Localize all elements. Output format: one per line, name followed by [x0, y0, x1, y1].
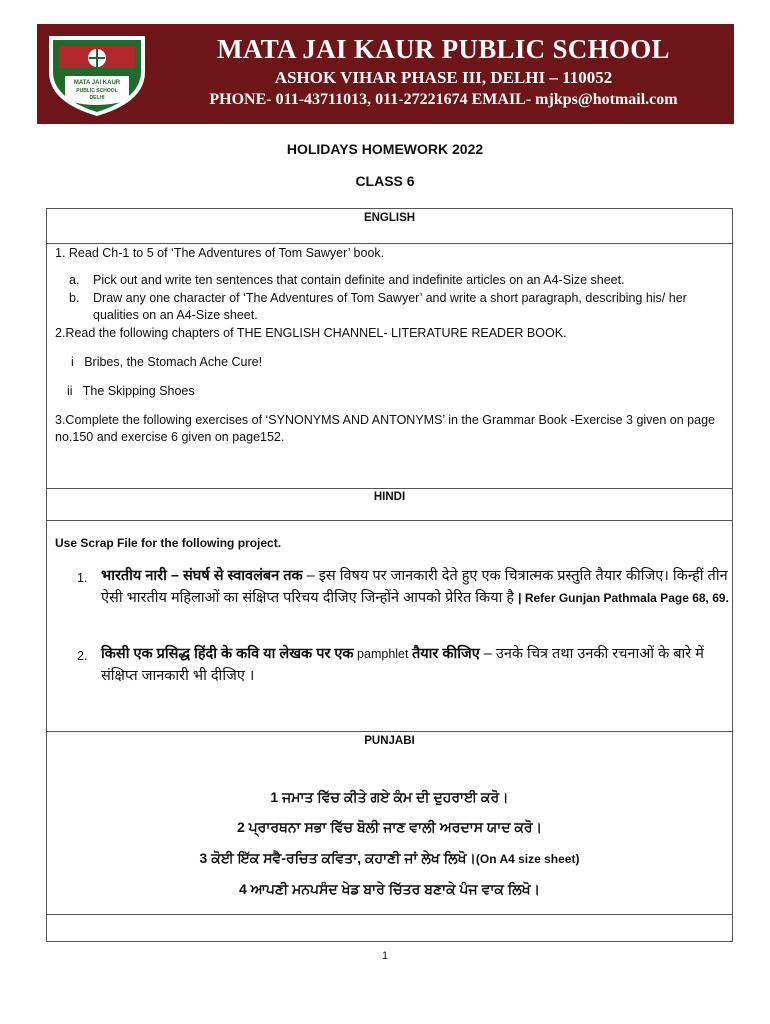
hindi-intro: Use Scrap File for the following project. [55, 536, 282, 550]
english-q2: 2.Read the following chapters of THE ENGLISH CHANNEL- LITERATURE READER BOOK. [55, 326, 567, 340]
divider [47, 488, 732, 489]
svg-text:DELHI: DELHI [89, 95, 105, 101]
hindi-item1-reference: | Refer Gunjan Pathmala Page 68, 69. [518, 591, 729, 605]
hindi-item2-title: किसी एक प्रसिद्ध हिंदी के कवि या लेखक पर एक [101, 646, 354, 662]
english-q2-item-ii: ii The Skipping Shoes [67, 384, 195, 398]
english-q1b-marker: b. [69, 291, 80, 305]
hindi-item2-pamphlet: pamphlet [353, 647, 412, 661]
school-crest-logo [45, 32, 149, 118]
punjabi-line-1: 1 ਜਮਾਤ ਵਿੱਚ ਕੀਤੇ ਗਏ ਕੰਮ ਦੀ ਦੁਹਰਾਈ ਕਰੋ। [270, 789, 509, 805]
divider [47, 914, 732, 915]
english-q1: 1. Read Ch-1 to 5 of ‘The Adventures of Tom Sawyer’ book. [55, 246, 385, 260]
divider [47, 731, 732, 732]
english-heading: ENGLISH [363, 212, 416, 224]
hindi-item1-number: 1. [77, 571, 88, 585]
page-number: 1 [381, 950, 389, 962]
hindi-item2 [101, 643, 731, 687]
punjabi-line-3-note: (On A4 size sheet) [475, 852, 580, 866]
punjabi-line-2: 2 ਪ੍ਰਾਰਥਨਾ ਸਭਾ ਵਿੱਚ ਬੋਲੀ ਜਾਣ ਵਾਲੀ ਅਰਦਾਸ ਯਾਦ ਕਰੋ। [236, 819, 543, 835]
punjabi-line-3 [47, 850, 732, 867]
hindi-item2-text: – उनके चित्र तथा उनकी रचनाओं के बारे में संक्षिप्त जानकारी भी दीजिए । [101, 646, 704, 684]
homework-table [46, 208, 733, 942]
school-address: ASHOK VIHAR PHASE III, DELHI – 110052 [274, 68, 613, 87]
hindi-item2-action: तैयार कीजिए [411, 646, 480, 662]
document-title: HOLIDAYS HOMEWORK 2022 [286, 141, 484, 157]
hindi-item1-text: – इस विषय पर जानकारी देते हुए एक चित्रात्मक प्रस्तुति तैयार कीजिए। किन्हीं तीन ऐसी भारतीय महिलाओं का संक्षिप्त परिचय दीजिए जिन्होंने आपको प्रेरित किया है [101, 568, 728, 606]
hindi-item1-title: भारतीय नारी – संघर्ष से स्वावलंबन तक [101, 568, 303, 584]
english-q1a-marker: a. [69, 273, 80, 287]
divider [47, 520, 732, 521]
svg-text:PUBLIC SCHOOL: PUBLIC SCHOOL [76, 88, 118, 94]
school-contact: PHONE- 011-43711013, 011-27221674 EMAIL- mjkps@hotmail.com [209, 91, 678, 108]
svg-text:MATA JAI KAUR: MATA JAI KAUR [73, 80, 121, 86]
english-q1b: Draw any one character of ‘The Adventures of Tom Sawyer’ and write a short paragraph, describing his/ her qualities on an A4-Size sheet. [93, 291, 687, 322]
punjabi-heading: PUNJABI [364, 735, 415, 747]
school-name: MATA JAI KAUR PUBLIC SCHOOL [217, 34, 670, 64]
english-q2-item-i: i Bribes, the Stomach Ache Cure! [71, 355, 263, 369]
hindi-heading: HINDI [373, 491, 406, 503]
hindi-item2-number: 2. [77, 649, 88, 663]
english-q1a: Pick out and write ten sentences that contain definite and indefinite articles on an A4-Size sheet. [93, 273, 625, 287]
class-label: CLASS 6 [355, 173, 415, 189]
punjabi-line-4: 4 ਆਪਣੀ ਮਨਪਸੰਦ ਖੇਡ ਬਾਰੇ ਚਿੱਤਰ ਬਣਾਕੇ ਪੰਜ ਵਾਕ ਲਿਖੋ। [238, 881, 541, 897]
hindi-item1 [101, 565, 731, 609]
punjabi-line-3-text: 3 ਕੋਈ ਇੱਕ ਸਵੈ-ਰਚਿਤ ਕਵਿਤਾ, ਕਹਾਣੀ ਜਾਂ ਲੇਖ ਲਿਖੋ। [199, 850, 476, 866]
divider [47, 243, 732, 244]
english-q3: 3.Complete the following exercises of ‘SYNONYMS AND ANTONYMS’ in the Grammar Book -Exercise 3 given on page no.150 and exercise 6 given on page152. [55, 413, 715, 444]
school-header-banner [37, 24, 734, 124]
